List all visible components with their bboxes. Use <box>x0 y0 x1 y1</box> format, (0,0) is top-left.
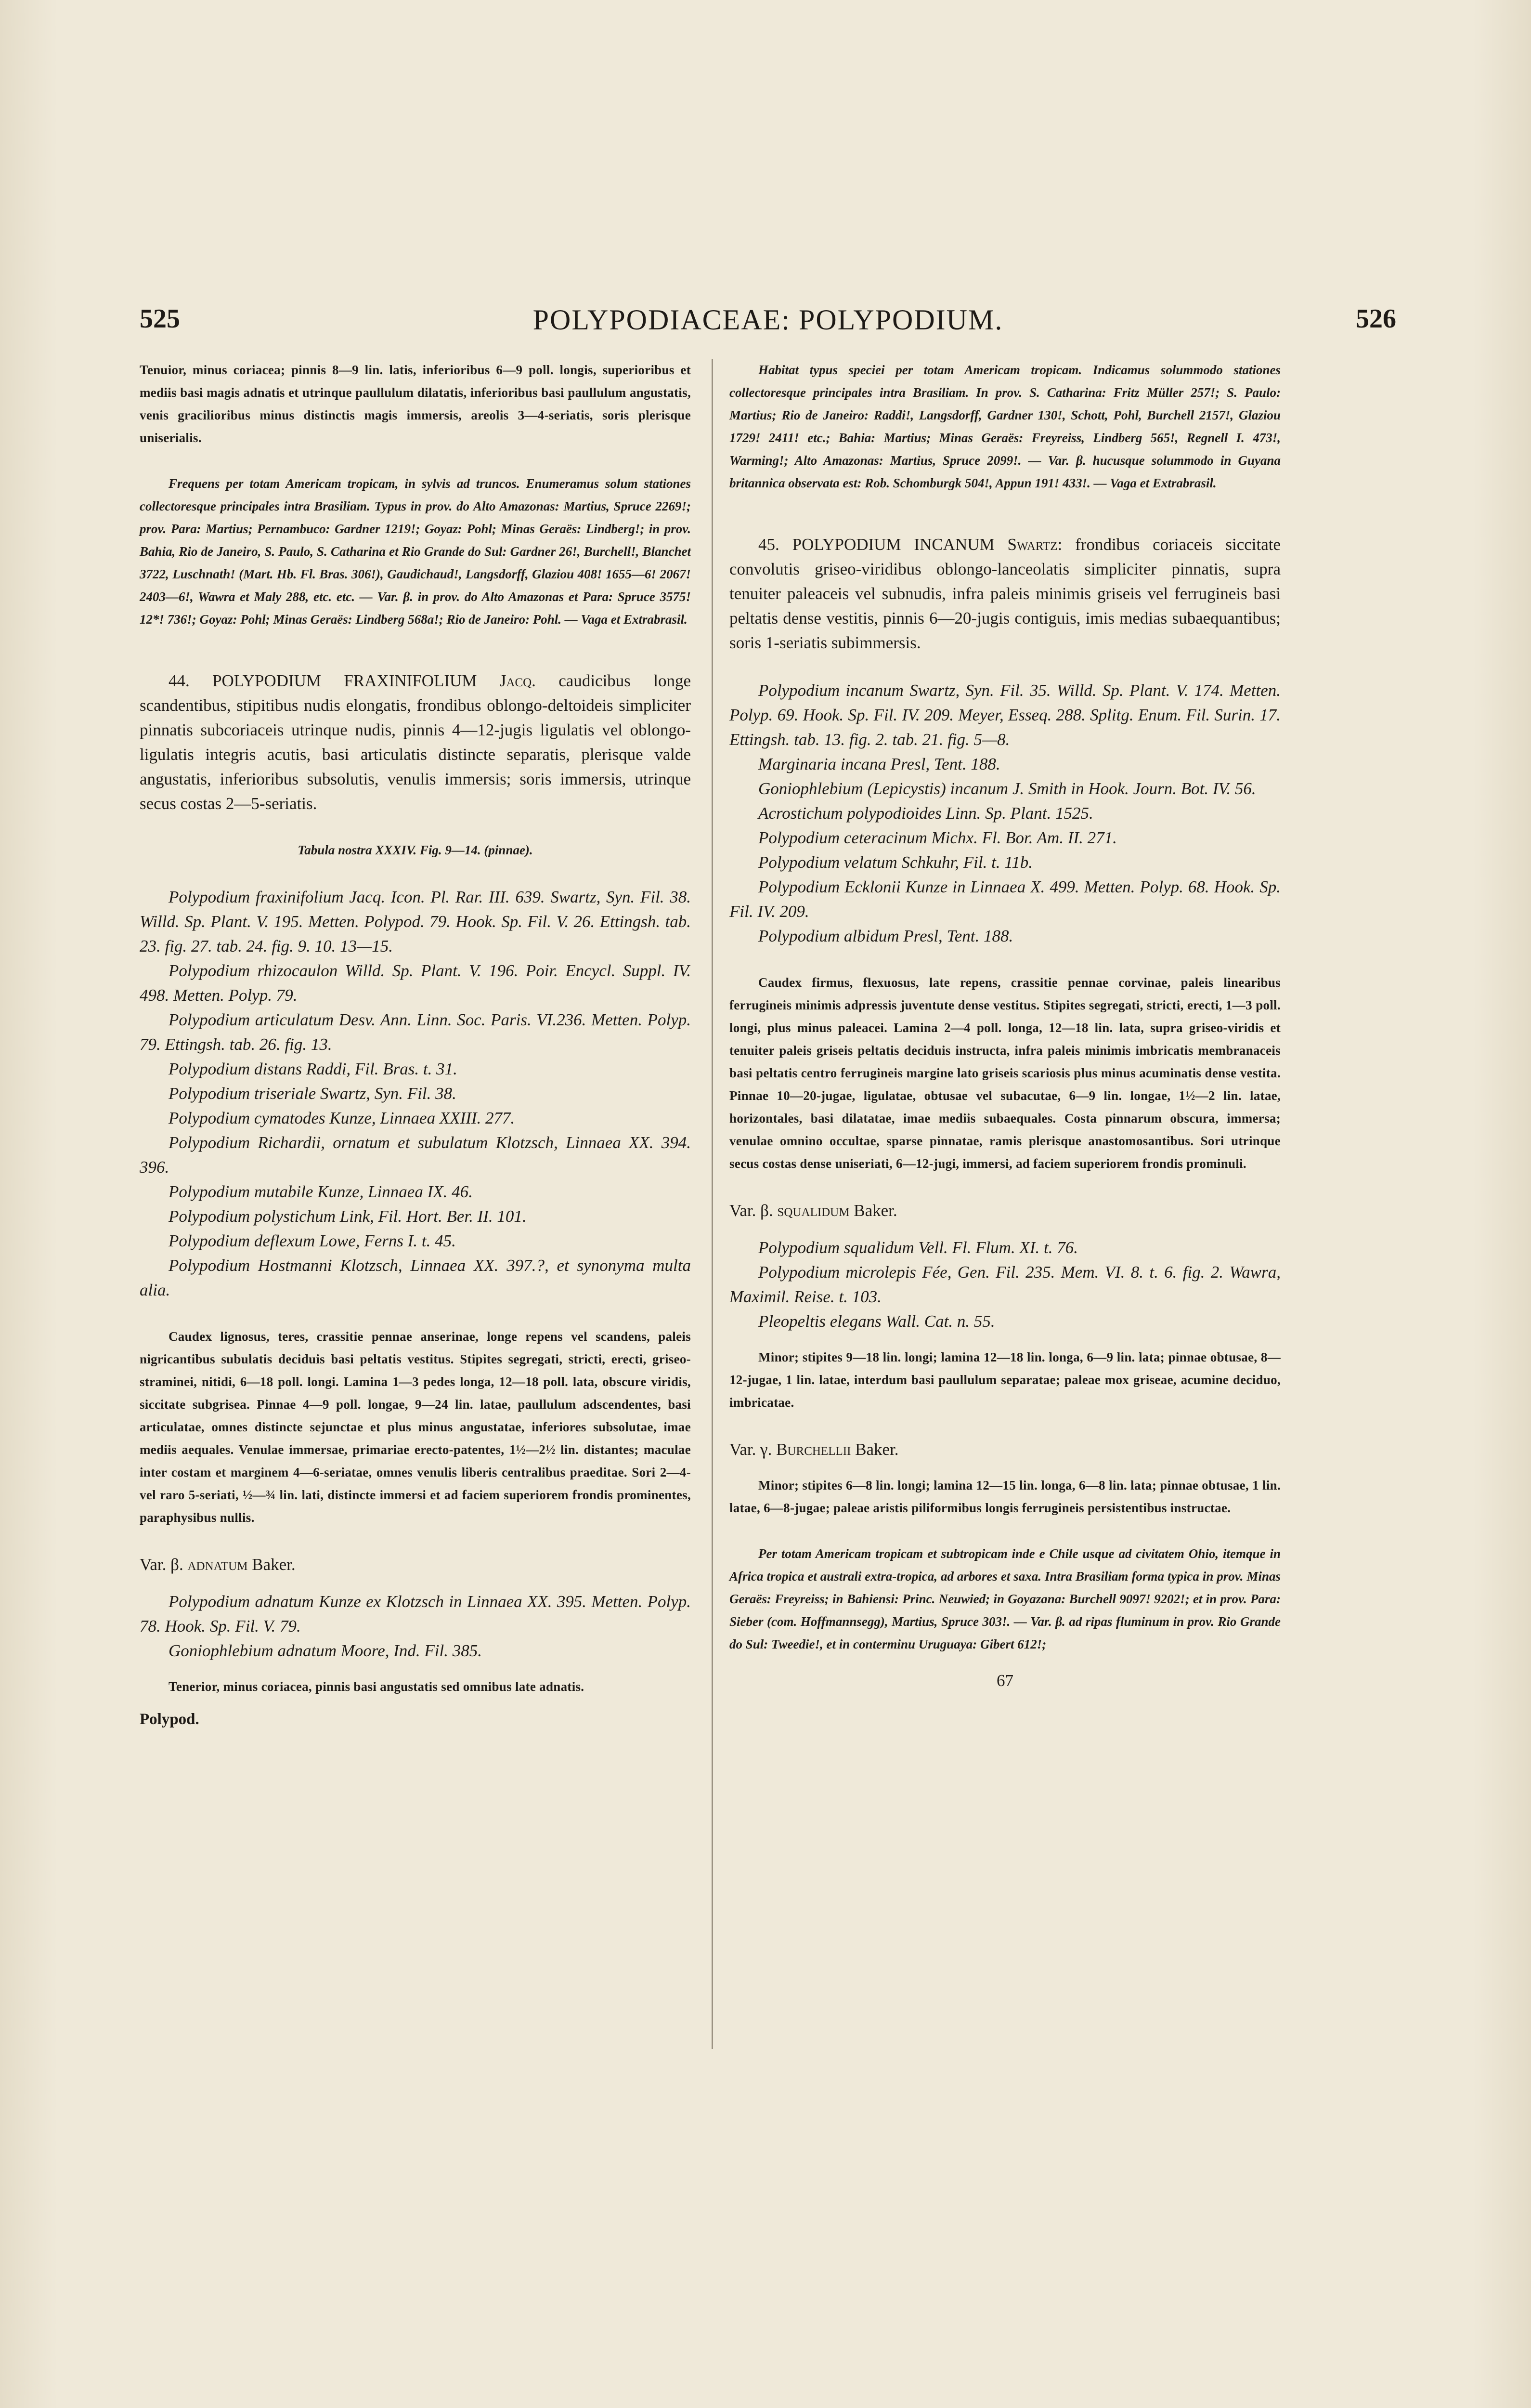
page-number-right: 526 <box>1356 304 1396 334</box>
signature-mark: Polypod. <box>140 1711 199 1728</box>
habitat-paragraph: Per totam Americam tropicam et subtropicam inde e Chile usque ad civitatem Ohio, itemque in Africa tropica et australi extra-tropica, ad arbores et saxa. Intra Brasiliam forma typica in prov. Minas Geraës: Freyreiss; in Bahiensi: Princ. Neuwied; in Goyazana: Burchell 9097! 9202!; et in prov. Para: Sieber (com. Hoffmannsegg), Martius, Spruce 303!. — Var. β. ad ripas fluminum in prov. Rio Grande do Sul: Tweedie!, et in conterminu Uruguaya: Gibert 612!; <box>729 1546 1281 1651</box>
running-title: POLYPODIACEAE: POLYPODIUM. <box>532 304 1003 336</box>
synonym: Polypodium squalidum Vell. Fl. Flum. XI. t. 76. <box>758 1238 1078 1257</box>
synonym: Polypodium Ecklonii Kunze in Linnaea X. 499. Metten. Polyp. 68. Hook. Sp. Fil. IV. 209. <box>729 877 1281 921</box>
synonym: Pleopeltis elegans Wall. Cat. n. 55. <box>758 1312 995 1331</box>
variety-gamma-heading: Var. γ. Burchellii Baker. <box>729 1440 899 1459</box>
synonym: Polypodium rhizocaulon Willd. Sp. Plant. V. 196. Poir. Encycl. Suppl. IV. 498. Metten. Polyp. 79. <box>140 961 691 1005</box>
synonym: Polypodium mutabile Kunze, Linnaea IX. 46. <box>169 1182 473 1201</box>
species-45-name: 45. POLYPODIUM INCANUM <box>758 535 995 554</box>
species-44-name: 44. POLYPODIUM FRAXINIFOLIUM <box>169 671 477 690</box>
variety-beta-heading: Var. β. squalidum Baker. <box>729 1201 897 1220</box>
species-45-author: Swartz <box>1007 535 1058 554</box>
variety-beta-description: Minor; stipites 9—18 lin. longi; lamina 12—18 lin. longa, 6—9 lin. lata; pinnae obtusae, 8—12-jugae, 1 lin. latae, interdum basi paullulum separatae; paleae mox griseae, acumine deciduo, imbricatae. <box>729 1350 1281 1410</box>
synonymy-45 <box>729 678 1281 948</box>
synonym: Polypodium Hostmanni Klotzsch, Linnaea XX. 397.?, et synonyma multa alia. <box>140 1256 691 1299</box>
species-45-description: Caudex firmus, flexuosus, late repens, crassitie pennae corvinae, paleis linearibus ferrugineis minimis adpressis juventute dense vestitus. Stipites segregati, stricti, erecti, 1—3 poll. longi, plus minus paleacei. Lamina 2—4 poll. longa, 12—18 lin. lata, supra griseo-viridis et tenuiter paleis griseis peltatis deciduis instructa, infra paleis minimis imbricatis membranaceis basi peltatis centro ferrugineis margine lato griseis scariosis plus minus acuminatis dense vestita. Pinnae 10—20-jugae, ligulatae, obtusae vel subacutae, 6—9 lin. longae, 1½—2 lin. latae, horizontales, basi dilatatae, imae mediis subaequales. Costa pinnarum obscura, immersa; venulae omnino occultae, sparse pinnatae, ramis plerisque anastomosantibus. Sori utrinque secus costas dense uniseriati, 6—12-jugi, immersi, ad faciem superiorem frondis prominuli. <box>729 975 1281 1171</box>
variety-beta-description: Tenerior, minus coriacea, pinnis basi angustatis sed omnibus late adnatis. <box>169 1679 584 1694</box>
synonym: Polypodium triseriale Swartz, Syn. Fil. 38. <box>169 1084 456 1103</box>
species-45-diagnosis <box>729 532 1281 655</box>
column-divider <box>712 359 713 2049</box>
synonym: Goniophlebium (Lepicystis) incanum J. Smith in Hook. Journ. Bot. IV. 56. <box>758 779 1256 798</box>
page-header <box>140 303 1396 342</box>
left-column <box>140 359 691 1728</box>
species-44-text: caudicibus longe scandentibus, stipitibus nudis elongatis, frondibus oblongo-deltoideis simpliciter pinnatis subcoriaceis utrinque nudis, pinnis 4—12-jugis ligulatis vel oblongo-ligulatis integris acutis, basi articulatis distincte separatis, plerisque valde angustatis, inferioribus subsolutis, venulis immersis; soris immersis, utrinque secus costas 2—5-seriatis. <box>140 671 691 813</box>
habitat-paragraph: Habitat typus speciei per totam Americam tropicam. Indicamus solummodo stationes collectoresque principales intra Brasiliam. In prov. S. Catharina: Fritz Müller 257!; S. Paulo: Martius; Rio de Janeiro: Raddi!, Langsdorff, Gardner 130!, Schott, Pohl, Burchell 2157!, Glaziou 1729! 2411! etc.; Bahia: Martius; Minas Geraës: Freyreiss, Lindberg 565!, Regnell I. 473!, Warming!; Alto Amazonas: Martius, Spruce 2099!. — Var. β. hucusque solummodo in Guyana britannica observata est: Rob. Schomburgk 504!, Appun 191! 433!. — Vaga et Extrabrasil. <box>729 363 1281 490</box>
plate-reference: Tabula nostra XXXIV. Fig. 9—14. (pinnae). <box>298 843 533 857</box>
habitat-paragraph: Frequens per totam Americam tropicam, in sylvis ad truncos. Enumeramus solum stationes collectoresque principales intra Brasiliam. Typus in prov. do Alto Amazonas: Martius, Spruce 2269!; prov. Para: Martius; Pernambuco: Gardner 1219!; Goyaz: Pohl; Minas Geraës: Lindberg!; in prov. Bahia, Rio de Janeiro, S. Paulo, S. Catharina et Rio Grande do Sul: Gardner 26!, Burchell!, Blanchet 3722, Luschnath! (Mart. Hb. Fl. Bras. 306!), Gaudichaud!, Langsdorff, Glaziou 408! 1655—6! 2067! 2403—6!, Wawra et Maly 288, etc. etc. — Var. β. in prov. do Alto Amazonas et Para: Spruce 3575! 12*! 736!; Goyaz: Pohl; Minas Geraës: Lindberg 568a!; Rio de Janeiro: Pohl. — Vaga et Extrabrasil. <box>140 476 691 627</box>
synonym: Polypodium polystichum Link, Fil. Hort. Ber. II. 101. <box>169 1207 527 1226</box>
synonym: Polypodium distans Raddi, Fil. Bras. t. 31. <box>169 1060 457 1078</box>
synonym: Polypodium ceteracinum Michx. Fl. Bor. Am. II. 271. <box>758 828 1117 847</box>
synonym: Marginaria incana Presl, Tent. 188. <box>758 755 1000 773</box>
synonym: Polypodium deflexum Lowe, Ferns I. t. 45. <box>169 1231 456 1250</box>
synonym: Polypodium fraxinifolium Jacq. Icon. Pl. Rar. III. 639. Swartz, Syn. Fil. 38. Willd. Sp. Plant. V. 195. Metten. Polypod. 79. Hook. Sp. Fil. V. 26. Ettingsh. tab. 23. fig. 27. tab. 24. fig. 9. 10. 13—15. <box>140 888 691 955</box>
species-44-description: Caudex lignosus, teres, crassitie pennae anserinae, longe repens vel scandens, paleis nigricantibus subulatis deciduis basi peltatis vestitus. Stipites segregati, stricti, erecti, griseo-straminei, nitidi, 6—18 poll. longi. Lamina 1—3 pedes longa, 12—18 poll. lata, obscure viridis, siccitate subgrisea. Pinnae 4—9 poll. longae, 9—24 lin. latae, paullulum adscendentes, basi articulatae, omnes distincte sejunctae et plus minus angustatae, inferiores subsolutae, imae mediis aequales. Venulae immersae, primariae erecto-patentes, 1½—2½ lin. distantes; maculae inter costam et marginem 4—6-seriatae, omnes venulis liberis centralibus praeditae. Sori 2—4- vel raro 5-seriati, ½—¾ lin. lati, distincte immersi et ad faciem superiorem frondis prominentes, paraphysibus nullis. <box>140 1329 691 1525</box>
species-44-author: Jacq. <box>499 671 536 690</box>
synonym: Polypodium adnatum Kunze ex Klotzsch in Linnaea XX. 395. Metten. Polyp. 78. Hook. Sp. Fil. V. 79. <box>140 1592 691 1636</box>
synonym: Polypodium microlepis Fée, Gen. Fil. 235. Mem. VI. 8. t. 6. fig. 2. Wawra, Maximil. Reise. t. 103. <box>729 1263 1281 1306</box>
description-paragraph: Tenuior, minus coriacea; pinnis 8—9 lin. latis, inferioribus 6—9 poll. longis, superioribus et mediis basi magis adnatis et utrinque paullulum dilatatis, inferioribus basi paullulum angustatis, venis gracilioribus minus distinctis magis immersis, areolis 3—4-seriatis, soris plerisque uniserialis. <box>140 363 691 445</box>
synonym: Polypodium Richardii, ornatum et subulatum Klotzsch, Linnaea XX. 394. 396. <box>140 1133 691 1177</box>
synonymy-44 <box>140 885 691 1302</box>
species-45-text: : frondibus coriaceis siccitate convolutis griseo-viridibus oblongo-lanceolatis simpliciter pinnatis, supra tenuiter paleaceis vel subnudis, infra paleis minimis griseis vel ferrugineis basi peltatis dense vestitis, pinnis 6—20-jugis contiguis, imis medias subaequantibus; soris 1-seriatis subimmersis. <box>729 535 1281 652</box>
page-number-left: 525 <box>140 304 180 334</box>
sheet-number: 67 <box>997 1671 1013 1690</box>
right-column <box>729 359 1281 1693</box>
synonym: Acrostichum polypodioides Linn. Sp. Plant. 1525. <box>758 804 1093 823</box>
variety-gamma-description: Minor; stipites 6—8 lin. longi; lamina 12—15 lin. longa, 6—8 lin. lata; pinnae obtusae, 1 lin. latae, 6—8-jugae; paleae aristis piliformibus longis ferrugineis persistentibus instructae. <box>729 1478 1281 1515</box>
synonym: Polypodium incanum Swartz, Syn. Fil. 35. Willd. Sp. Plant. V. 174. Metten. Polyp. 69. Hook. Sp. Fil. IV. 209. Meyer, Esseq. 288. Splitg. Enum. Fil. Surin. 17. Ettingsh. tab. 13. fig. 2. tab. 21. fig. 5—8. <box>729 681 1281 749</box>
variety-beta-heading: Var. β. adnatum Baker. <box>140 1555 296 1574</box>
species-44-diagnosis <box>140 668 691 816</box>
synonym: Polypodium velatum Schkuhr, Fil. t. 11b. <box>758 853 1033 872</box>
synonym: Goniophlebium adnatum Moore, Ind. Fil. 385. <box>169 1641 482 1660</box>
synonym: Polypodium cymatodes Kunze, Linnaea XXIII. 277. <box>169 1109 515 1127</box>
synonym: Polypodium articulatum Desv. Ann. Linn. Soc. Paris. VI.236. Metten. Polyp. 79. Ettingsh. tab. 26. fig. 13. <box>140 1010 691 1054</box>
synonym: Polypodium albidum Presl, Tent. 188. <box>758 927 1013 945</box>
